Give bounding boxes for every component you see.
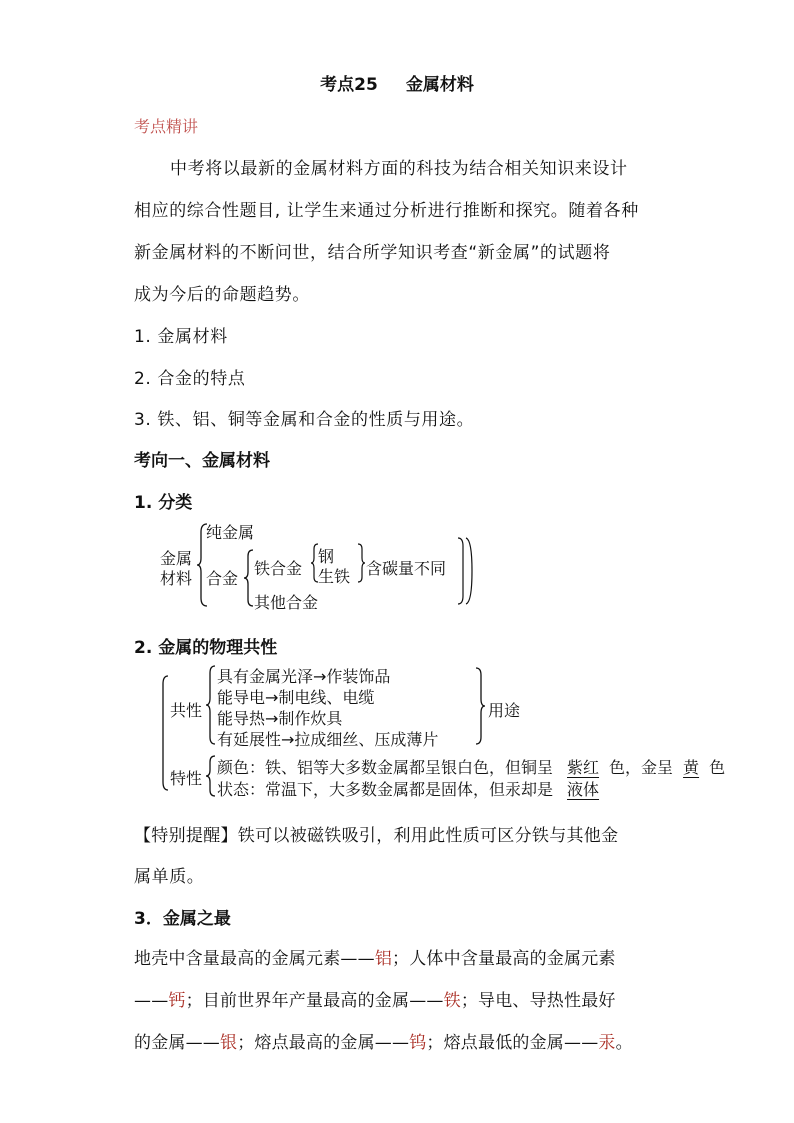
- brace-special: [205, 754, 217, 798]
- point-1: 1. 金属材料: [134, 327, 228, 347]
- answer-mercury: 汞: [598, 1033, 616, 1053]
- tip-line-2: 属单质。: [134, 867, 205, 887]
- answer-calcium: 钙: [168, 991, 186, 1011]
- answer-aluminum: 铝: [374, 949, 393, 969]
- brace-iron-right: [356, 542, 366, 584]
- use-label: 用途: [488, 701, 521, 720]
- intro-line-2: 相应的综合性题目, 让学生来通过分析进行推断和探究。随着各种: [134, 201, 639, 221]
- most-line-2: ——钙；目前世界年产量最高的金属——铁；导电、导热性最好: [134, 991, 616, 1011]
- answer-iron: 铁: [443, 991, 461, 1011]
- direction-heading: 考向一、金属材料: [134, 451, 270, 471]
- common-item-1: 具有金属光泽→作装饰品: [217, 667, 391, 686]
- pure-metal: 纯金属: [206, 523, 255, 542]
- pig-iron: 生铁: [318, 567, 351, 586]
- root-label-1: 金属: [160, 549, 193, 568]
- page-title: 考点25 金属材料: [320, 75, 474, 95]
- most-heading: 3．金属之最: [134, 909, 231, 929]
- intro-line-3: 新金属材料的不断问世，结合所学知识考查“新金属”的试题将: [134, 243, 611, 263]
- brace-physical: [160, 674, 170, 792]
- most-line-3: 的金属——银；熔点最高的金属——钨；熔点最低的金属——汞。: [134, 1033, 633, 1053]
- brace-use: [474, 666, 486, 746]
- point-2: 2. 合金的特点: [134, 369, 246, 389]
- physical-heading: 2. 金属的物理共性: [134, 638, 278, 658]
- tip-line-1: 【特别提醒】铁可以被磁铁吸引，利用此性质可区分铁与其他金: [134, 826, 619, 846]
- copper-color-answer: 紫红: [567, 758, 600, 777]
- brace-right: [456, 536, 478, 606]
- common-label: 共性: [170, 701, 203, 720]
- steel: 钢: [318, 547, 335, 566]
- common-item-4: 有延展性→拉成细丝、压成薄片: [217, 730, 439, 749]
- carbon-note: 含碳量不同: [366, 559, 447, 578]
- point-3: 3. 铁、铝、铜等金属和合金的性质与用途。: [134, 410, 475, 430]
- alloy: 合金: [206, 569, 239, 588]
- classify-heading: 1. 分类: [134, 493, 193, 513]
- gold-color-answer: 黄: [683, 758, 700, 777]
- answer-tungsten: 钨: [409, 1033, 427, 1053]
- common-item-2: 能导电→制电线、电缆: [217, 688, 375, 707]
- mercury-state-answer: 液体: [567, 780, 600, 799]
- state-line: 状态：常温下，大多数金属都是固体，但汞却是 液体: [217, 780, 600, 799]
- section-label: 考点精讲: [134, 117, 199, 136]
- answer-silver: 银: [220, 1033, 238, 1053]
- color-line: 颜色：铁、铝等大多数金属都呈银白色，但铜呈 紫红 色，金呈 黄 色: [217, 758, 726, 777]
- root-label-2: 材料: [160, 569, 193, 588]
- common-item-3: 能导热→制作炊具: [217, 709, 343, 728]
- intro-line-4: 成为今后的命题趋势。: [134, 285, 310, 305]
- brace-common: [205, 664, 217, 746]
- iron-alloy: 铁合金: [254, 559, 303, 578]
- special-label: 特性: [170, 769, 203, 788]
- intro-line-1: 中考将以最新的金属材料方面的科技为结合相关知识来设计: [170, 159, 628, 179]
- other-alloy: 其他合金: [254, 593, 319, 612]
- most-line-1: 地壳中含量最高的金属元素——铝；人体中含量最高的金属元素: [134, 949, 616, 969]
